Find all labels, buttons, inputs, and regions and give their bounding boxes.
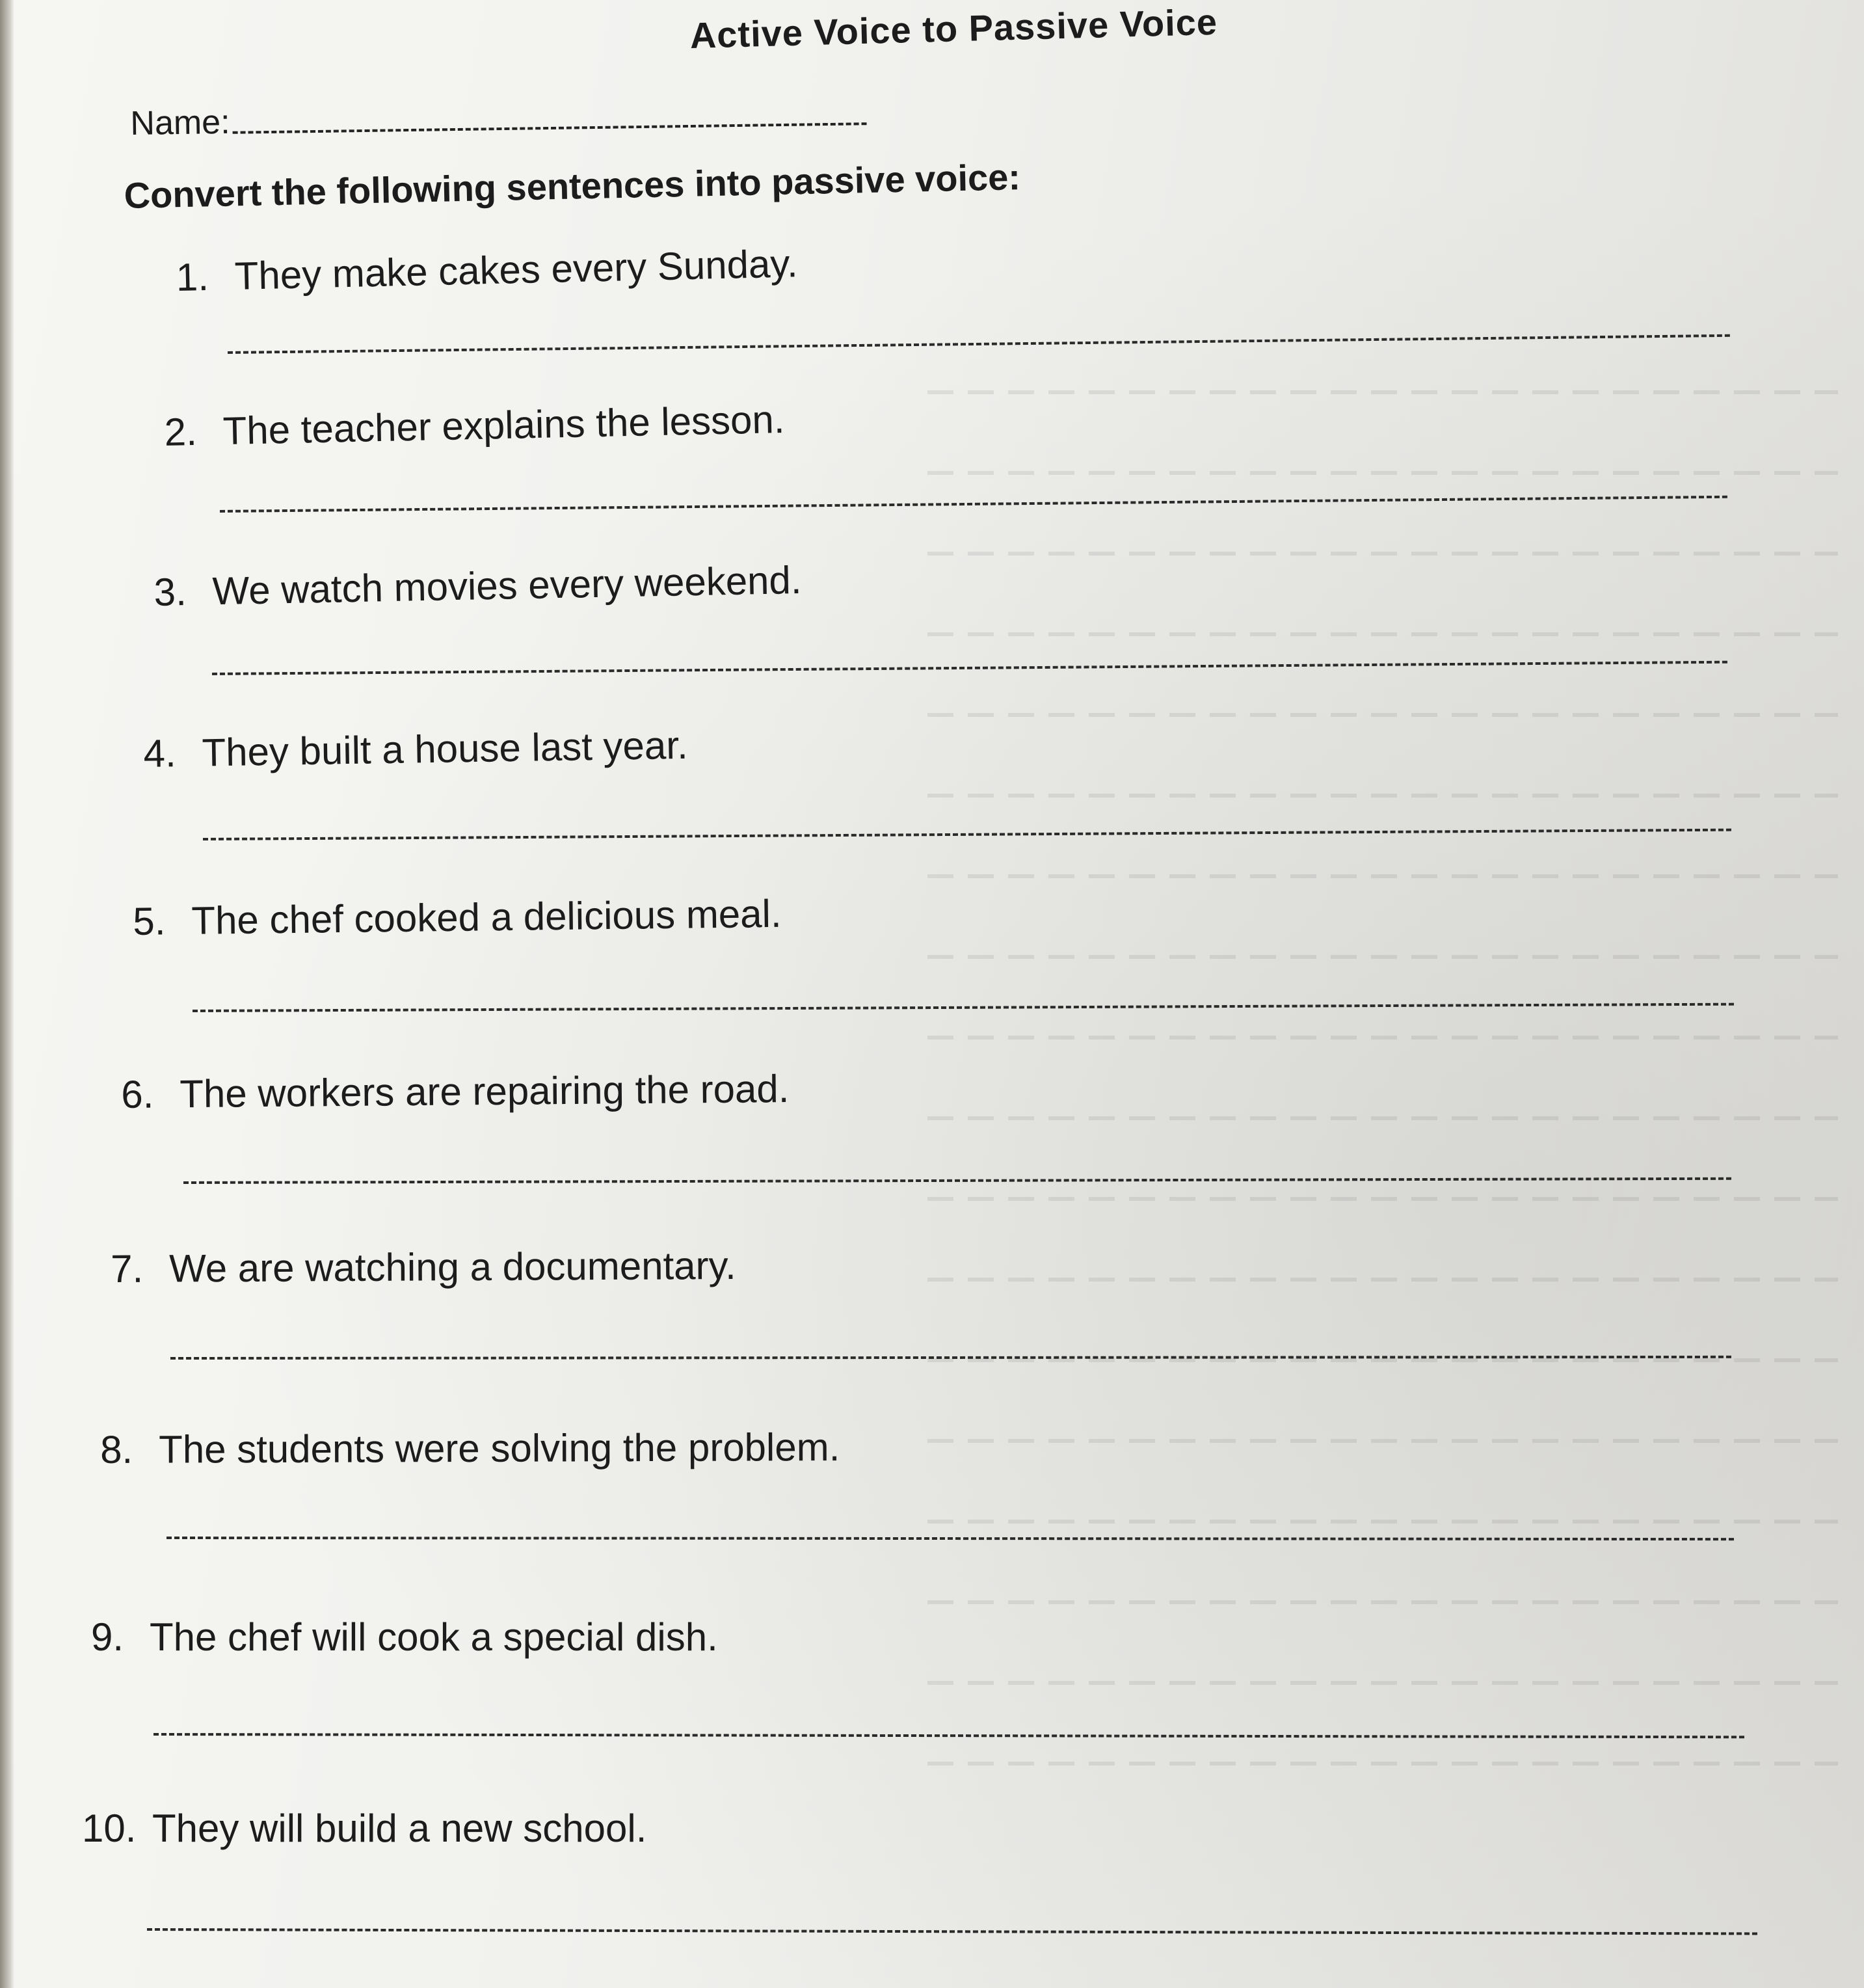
question-2 bbox=[164, 397, 785, 455]
question-sentence: The teacher explains the lesson. bbox=[222, 397, 786, 453]
question-number: 9. bbox=[91, 1615, 124, 1659]
question-number: 10. bbox=[82, 1807, 137, 1850]
question-9 bbox=[91, 1615, 718, 1659]
question-3 bbox=[153, 557, 802, 615]
question-number: 1. bbox=[176, 254, 209, 299]
question-sentence: We are watching a documentary. bbox=[169, 1243, 736, 1291]
question-sentence: The workers are repairing the road. bbox=[180, 1067, 790, 1116]
instructions: Convert the following sentences into passive voice: bbox=[124, 156, 1021, 216]
question-sentence: They make cakes every Sunday. bbox=[233, 241, 799, 298]
question-8 bbox=[100, 1425, 840, 1472]
question-4 bbox=[143, 723, 688, 776]
reverse-side-show-through bbox=[927, 390, 1838, 1887]
question-7 bbox=[111, 1243, 736, 1291]
question-number: 2. bbox=[164, 409, 198, 454]
question-6 bbox=[121, 1066, 790, 1117]
question-5 bbox=[133, 891, 782, 944]
question-sentence: The students were solving the problem. bbox=[159, 1425, 840, 1471]
question-10 bbox=[82, 1806, 646, 1851]
question-sentence: They will build a new school. bbox=[152, 1807, 647, 1850]
question-number: 5. bbox=[133, 899, 166, 943]
answer-line-10[interactable] bbox=[147, 1928, 1757, 1935]
question-sentence: We watch movies every weekend. bbox=[212, 557, 803, 613]
question-sentence: They built a house last year. bbox=[202, 723, 689, 775]
answer-line-1[interactable] bbox=[228, 334, 1730, 354]
name-answer-line[interactable] bbox=[233, 122, 867, 134]
question-sentence: The chef will cook a special dish. bbox=[150, 1615, 718, 1659]
question-number: 8. bbox=[100, 1427, 133, 1471]
worksheet-title: Active Voice to Passive Voice bbox=[689, 1, 1218, 56]
question-sentence: The chef cooked a delicious meal. bbox=[191, 891, 782, 943]
question-number: 7. bbox=[111, 1246, 144, 1291]
name-field-row bbox=[130, 94, 867, 143]
question-number: 3. bbox=[153, 570, 187, 614]
question-number: 4. bbox=[143, 731, 177, 775]
question-number: 6. bbox=[121, 1072, 154, 1116]
paper-edge-shadow bbox=[0, 0, 14, 1988]
name-label: Name: bbox=[130, 103, 230, 142]
question-1 bbox=[176, 241, 798, 300]
